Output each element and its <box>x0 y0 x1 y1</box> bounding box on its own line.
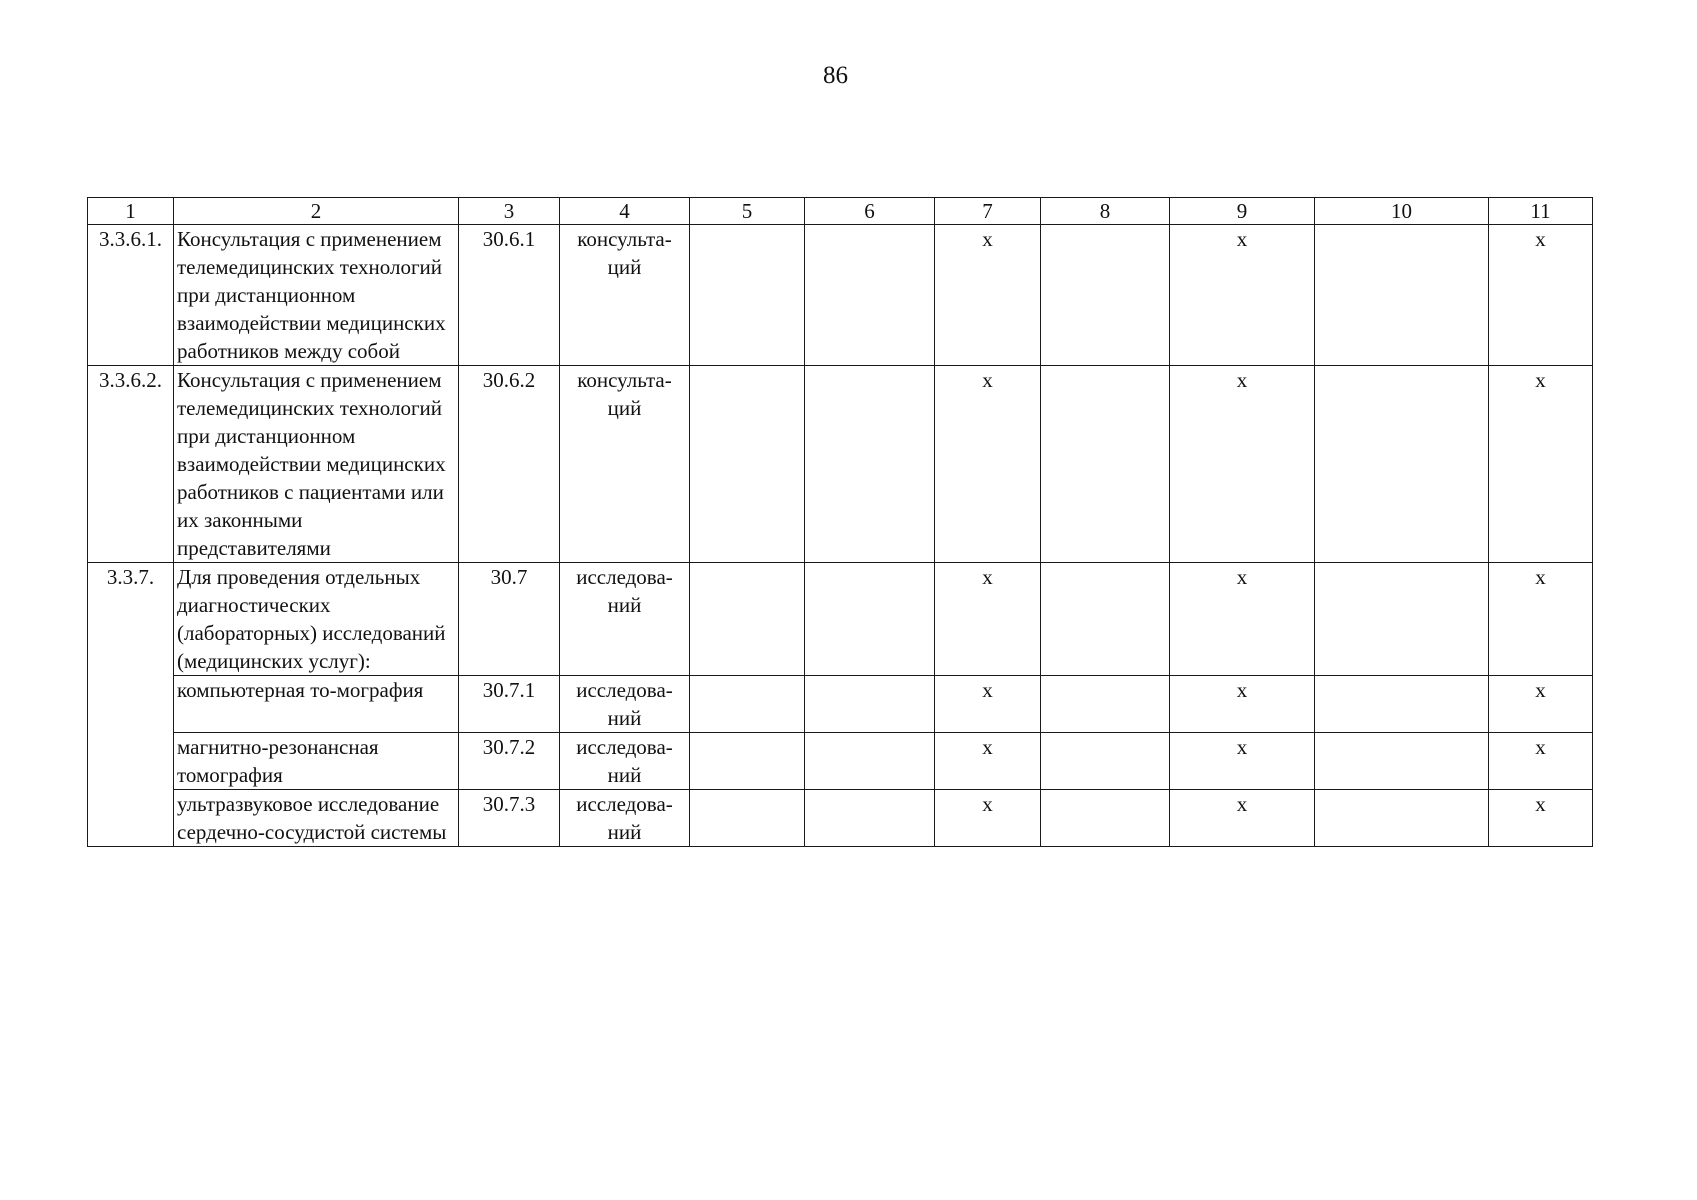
row-cell-11: х <box>1489 790 1593 847</box>
table-row <box>88 366 1593 563</box>
row-cell-9: х <box>1170 676 1315 733</box>
row-cell-8 <box>1041 366 1170 563</box>
header-cell: 2 <box>174 198 459 225</box>
row-cell-7: х <box>935 676 1041 733</box>
row-unit: исследова-ний <box>560 733 690 790</box>
row-cell-11: х <box>1489 225 1593 366</box>
row-cell-8 <box>1041 225 1170 366</box>
row-cell-7: х <box>935 733 1041 790</box>
row-code: 30.7.3 <box>459 790 560 847</box>
table-row <box>88 790 1593 847</box>
row-cell-9: х <box>1170 790 1315 847</box>
row-cell-5 <box>690 733 805 790</box>
row-cell-7: х <box>935 790 1041 847</box>
table-row <box>88 563 1593 676</box>
row-cell-5 <box>690 225 805 366</box>
row-cell-11: х <box>1489 563 1593 676</box>
row-cell-8 <box>1041 790 1170 847</box>
row-cell-6 <box>805 733 935 790</box>
row-cell-5 <box>690 790 805 847</box>
row-cell-8 <box>1041 733 1170 790</box>
row-unit: исследова-ний <box>560 790 690 847</box>
row-cell-6 <box>805 366 935 563</box>
table-row <box>88 733 1593 790</box>
row-cell-6 <box>805 676 935 733</box>
row-cell-5 <box>690 676 805 733</box>
row-cell-5 <box>690 563 805 676</box>
row-cell-9: х <box>1170 733 1315 790</box>
row-cell-9: х <box>1170 366 1315 563</box>
table-row <box>88 225 1593 366</box>
row-cell-7: х <box>935 225 1041 366</box>
row-code: 30.6.2 <box>459 366 560 563</box>
header-cell: 9 <box>1170 198 1315 225</box>
row-cell-10 <box>1315 563 1489 676</box>
row-cell-5 <box>690 366 805 563</box>
row-cell-11: х <box>1489 366 1593 563</box>
row-code: 30.6.1 <box>459 225 560 366</box>
row-code: 30.7.1 <box>459 676 560 733</box>
row-cell-7: х <box>935 563 1041 676</box>
row-cell-10 <box>1315 733 1489 790</box>
row-name: компьютерная то-мография <box>174 676 459 733</box>
header-cell: 4 <box>560 198 690 225</box>
header-cell: 5 <box>690 198 805 225</box>
row-number: 3.3.7. <box>88 563 174 847</box>
header-cell: 11 <box>1489 198 1593 225</box>
row-cell-6 <box>805 790 935 847</box>
row-number: 3.3.6.2. <box>88 366 174 563</box>
row-name: Консультация с применением телемедицинских технологий при дистанционном взаимодействии медицинских работников с пациентами или их законными представителями <box>174 366 459 563</box>
table-row <box>88 676 1593 733</box>
row-unit: исследова-ний <box>560 563 690 676</box>
row-cell-10 <box>1315 366 1489 563</box>
row-name: ультразвуковое исследование сердечно-сосудистой системы <box>174 790 459 847</box>
row-unit: консульта-ций <box>560 366 690 563</box>
row-cell-10 <box>1315 676 1489 733</box>
row-cell-10 <box>1315 790 1489 847</box>
row-code: 30.7 <box>459 563 560 676</box>
row-cell-9: х <box>1170 225 1315 366</box>
row-cell-6 <box>805 225 935 366</box>
row-cell-8 <box>1041 676 1170 733</box>
header-cell: 3 <box>459 198 560 225</box>
row-cell-10 <box>1315 225 1489 366</box>
header-cell: 7 <box>935 198 1041 225</box>
row-code: 30.7.2 <box>459 733 560 790</box>
row-cell-11: х <box>1489 733 1593 790</box>
row-cell-7: х <box>935 366 1041 563</box>
row-cell-11: х <box>1489 676 1593 733</box>
header-row <box>88 198 1593 225</box>
row-name: магнитно-резонансная томография <box>174 733 459 790</box>
header-cell: 6 <box>805 198 935 225</box>
page-number: 86 <box>823 62 848 89</box>
header-cell: 10 <box>1315 198 1489 225</box>
header-cell: 8 <box>1041 198 1170 225</box>
row-unit: исследова-ний <box>560 676 690 733</box>
row-cell-8 <box>1041 563 1170 676</box>
row-number: 3.3.6.1. <box>88 225 174 366</box>
row-cell-6 <box>805 563 935 676</box>
row-name: Консультация с применением телемедицинских технологий при дистанционном взаимодействии медицинских работников между собой <box>174 225 459 366</box>
header-cell: 1 <box>88 198 174 225</box>
row-unit: консульта-ций <box>560 225 690 366</box>
data-table <box>87 197 1593 847</box>
row-name: Для проведения отдельных диагностических (лабораторных) исследований (медицинских услуг): <box>174 563 459 676</box>
row-cell-9: х <box>1170 563 1315 676</box>
